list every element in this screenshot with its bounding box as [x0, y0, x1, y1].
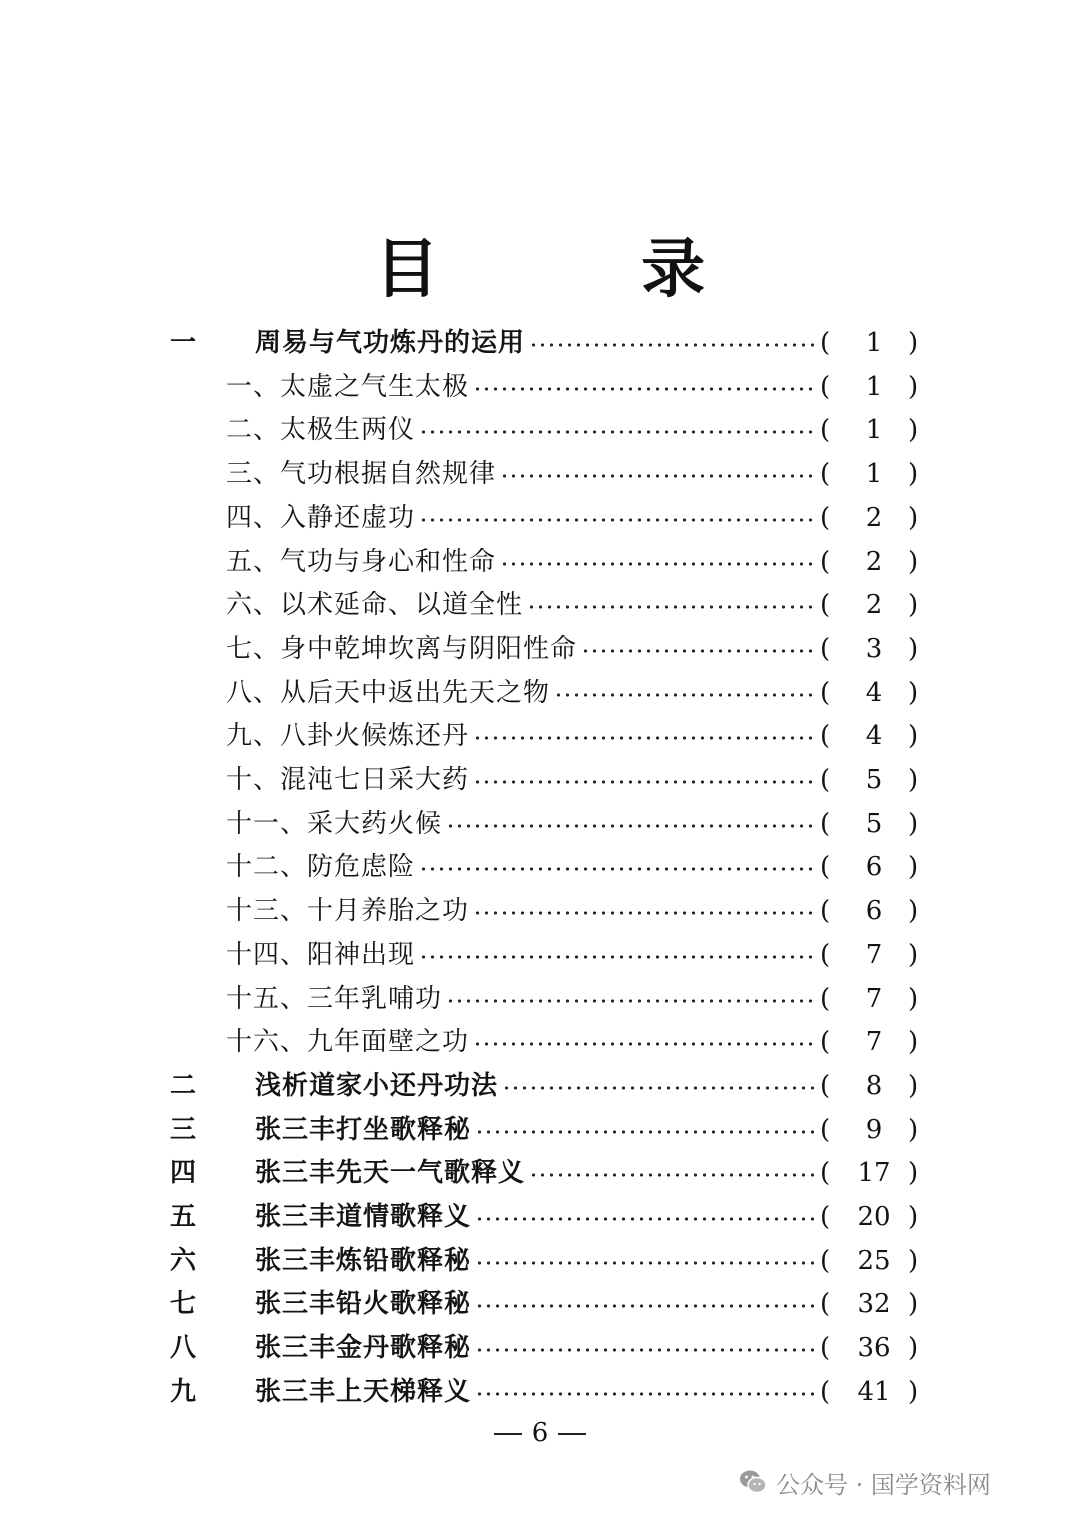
dot-leader	[475, 1282, 814, 1326]
toc-row	[0, 1239, 1080, 1283]
page-title: 目 录	[374, 232, 796, 307]
page-paren-open: (	[820, 1027, 831, 1057]
dot-leader	[419, 496, 814, 540]
watermark	[738, 1462, 991, 1502]
toc-entry-title: 张三丰道情歌释义	[255, 1202, 472, 1232]
chapter-number: 一	[170, 328, 197, 358]
dot-leader	[529, 1151, 814, 1195]
dot-leader	[473, 758, 814, 802]
page-paren-open: (	[820, 1158, 831, 1188]
toc-entry-title: 张三丰打坐歌释秘	[255, 1115, 472, 1145]
chapter-number: 六	[170, 1246, 197, 1276]
page-paren-open: (	[820, 1289, 831, 1319]
page-paren-close: )	[908, 634, 919, 664]
toc-entry-title: 周易与气功炼丹的运用	[255, 328, 526, 358]
page-number: 6	[531, 1418, 549, 1448]
page-paren-open: (	[820, 678, 831, 708]
toc-entry-title: 四、入静还虚功	[226, 503, 416, 533]
dot-leader	[475, 1370, 814, 1414]
dot-leader	[475, 1108, 814, 1152]
toc-page-number: 8	[865, 1071, 883, 1101]
toc-page-number: 4	[865, 678, 883, 708]
page-paren-open: (	[820, 328, 831, 358]
toc-entry-title: 浅析道家小还丹功法	[255, 1071, 499, 1101]
toc-page-number: 6	[865, 896, 883, 926]
page-paren-open: (	[820, 984, 831, 1014]
page-paren-close: )	[908, 765, 919, 795]
toc-page-number: 5	[865, 765, 883, 795]
toc-row	[0, 1064, 1080, 1108]
toc-page-number: 25	[857, 1246, 891, 1276]
footer-dash-right	[558, 1433, 586, 1435]
toc-row	[0, 1020, 1080, 1064]
toc-row	[0, 1108, 1080, 1152]
page-number-footer	[0, 1418, 1080, 1448]
page-paren-open: (	[820, 415, 831, 445]
toc-row	[0, 627, 1080, 671]
toc-row	[0, 1195, 1080, 1239]
dot-leader	[475, 1195, 814, 1239]
toc-entry-title: 十五、三年乳哺功	[226, 984, 443, 1014]
page-paren-close: )	[908, 372, 919, 402]
toc-page-number: 2	[865, 547, 883, 577]
chapter-number: 四	[170, 1158, 197, 1188]
page-paren-close: )	[908, 1246, 919, 1276]
page-paren-open: (	[820, 896, 831, 926]
page-paren-close: )	[908, 547, 919, 577]
dot-leader	[527, 583, 814, 627]
toc-page-number: 36	[857, 1333, 891, 1363]
toc-entry-title: 十一、采大药火候	[226, 809, 443, 839]
chapter-number: 二	[170, 1071, 197, 1101]
page-paren-open: (	[820, 765, 831, 795]
page-paren-close: )	[908, 852, 919, 882]
toc-row	[0, 365, 1080, 409]
page-paren-open: (	[820, 1377, 831, 1407]
chapter-number: 三	[170, 1115, 197, 1145]
toc-entry-title: 张三丰先天一气歌释义	[255, 1158, 526, 1188]
page-paren-close: )	[908, 1289, 919, 1319]
toc-page-number: 3	[865, 634, 883, 664]
page-paren-open: (	[820, 1071, 831, 1101]
toc-entry-title: 八、从后天中返出先天之物	[226, 678, 551, 708]
toc-page-number: 4	[865, 721, 883, 751]
page-paren-close: )	[908, 1158, 919, 1188]
toc-page-number: 1	[865, 415, 883, 445]
page-paren-close: )	[908, 1071, 919, 1101]
page-paren-close: )	[908, 1115, 919, 1145]
page-paren-close: )	[908, 721, 919, 751]
toc-entry-title: 三、气功根据自然规律	[226, 459, 497, 489]
page-paren-close: )	[908, 1333, 919, 1363]
wechat-icon	[738, 1467, 768, 1497]
page-paren-open: (	[820, 547, 831, 577]
dot-leader	[500, 452, 814, 496]
page-paren-close: )	[908, 1377, 919, 1407]
toc-row	[0, 452, 1080, 496]
toc-entry-title: 一、太虚之气生太极	[226, 372, 470, 402]
toc-entry-title: 七、身中乾坤坎离与阴阳性命	[226, 634, 578, 664]
toc-entry-title: 十四、阳神出现	[226, 940, 416, 970]
page-paren-close: )	[908, 1202, 919, 1232]
toc-page-number: 32	[857, 1289, 891, 1319]
dot-leader	[473, 1020, 814, 1064]
toc-row	[0, 1151, 1080, 1195]
page-paren-close: )	[908, 328, 919, 358]
dot-leader	[475, 1239, 814, 1283]
toc-row	[0, 1326, 1080, 1370]
dot-leader	[473, 889, 814, 933]
toc-page-number: 1	[865, 372, 883, 402]
page-paren-open: (	[820, 459, 831, 489]
dot-leader	[502, 1064, 814, 1108]
dot-leader	[554, 671, 814, 715]
toc-entry-title: 张三丰铅火歌释秘	[255, 1289, 472, 1319]
page-paren-close: )	[908, 1027, 919, 1057]
toc-page-number: 2	[865, 503, 883, 533]
page-paren-close: )	[908, 678, 919, 708]
dot-leader	[473, 365, 814, 409]
toc-row	[0, 1370, 1080, 1414]
toc-entry-title: 十六、九年面壁之功	[226, 1027, 470, 1057]
toc-page-number: 20	[857, 1202, 891, 1232]
toc-row	[0, 889, 1080, 933]
toc-page-number: 7	[865, 984, 883, 1014]
page-paren-open: (	[820, 634, 831, 664]
toc-page-number: 2	[865, 590, 883, 620]
page-paren-open: (	[820, 809, 831, 839]
dot-leader	[473, 714, 814, 758]
dot-leader	[446, 977, 814, 1021]
page-paren-open: (	[820, 1246, 831, 1276]
dot-leader	[581, 627, 814, 671]
toc-page-number: 1	[865, 459, 883, 489]
toc-row	[0, 408, 1080, 452]
toc-entry-title: 二、太极生两仪	[226, 415, 416, 445]
page-paren-open: (	[820, 1333, 831, 1363]
page-paren-close: )	[908, 590, 919, 620]
toc-page-number: 6	[865, 852, 883, 882]
dot-leader	[475, 1326, 814, 1370]
toc-entry-title: 十二、防危虑险	[226, 852, 416, 882]
toc-entry-title: 六、以术延命、以道全性	[226, 590, 524, 620]
toc-entry-title: 五、气功与身心和性命	[226, 547, 497, 577]
dot-leader	[500, 540, 814, 584]
watermark-text: 公众号 · 国学资料网	[776, 1470, 991, 1499]
toc-row	[0, 714, 1080, 758]
toc-page-number: 7	[865, 940, 883, 970]
toc-row	[0, 496, 1080, 540]
dot-leader	[419, 845, 814, 889]
footer-dash-left	[494, 1433, 522, 1435]
toc-entry-title: 张三丰金丹歌释秘	[255, 1333, 472, 1363]
toc-row	[0, 321, 1080, 365]
toc-page-number: 5	[865, 809, 883, 839]
page-paren-open: (	[820, 1115, 831, 1145]
toc-row	[0, 758, 1080, 802]
toc-row	[0, 845, 1080, 889]
page-paren-open: (	[820, 503, 831, 533]
chapter-number: 九	[170, 1377, 197, 1407]
toc-page-number: 41	[857, 1377, 891, 1407]
dot-leader	[529, 321, 814, 365]
page-paren-open: (	[820, 940, 831, 970]
dot-leader	[419, 933, 814, 977]
page-paren-close: )	[908, 984, 919, 1014]
toc-row	[0, 802, 1080, 846]
toc-entry-title: 张三丰炼铅歌释秘	[255, 1246, 472, 1276]
toc-row	[0, 540, 1080, 584]
page-paren-close: )	[908, 896, 919, 926]
toc-row	[0, 671, 1080, 715]
toc-page-number: 9	[865, 1115, 883, 1145]
toc-row	[0, 583, 1080, 627]
page-paren-open: (	[820, 1202, 831, 1232]
dot-leader	[419, 408, 814, 452]
toc-page-number: 17	[857, 1158, 891, 1188]
page-paren-open: (	[820, 372, 831, 402]
page-paren-close: )	[908, 809, 919, 839]
toc-row	[0, 1282, 1080, 1326]
toc-entry-title: 十、混沌七日采大药	[226, 765, 470, 795]
page-paren-close: )	[908, 503, 919, 533]
toc-page-number: 1	[865, 328, 883, 358]
toc-row	[0, 933, 1080, 977]
page-paren-close: )	[908, 940, 919, 970]
toc-page-number: 7	[865, 1027, 883, 1057]
toc-entry-title: 九、八卦火候炼还丹	[226, 721, 470, 751]
page-paren-open: (	[820, 852, 831, 882]
toc-entry-title: 张三丰上天梯释义	[255, 1377, 472, 1407]
page-paren-close: )	[908, 415, 919, 445]
page-paren-open: (	[820, 590, 831, 620]
toc-row	[0, 977, 1080, 1021]
chapter-number: 七	[170, 1289, 197, 1319]
chapter-number: 五	[170, 1202, 197, 1232]
chapter-number: 八	[170, 1333, 197, 1363]
page-paren-open: (	[820, 721, 831, 751]
dot-leader	[446, 802, 814, 846]
page-paren-close: )	[908, 459, 919, 489]
toc-entry-title: 十三、十月养胎之功	[226, 896, 470, 926]
